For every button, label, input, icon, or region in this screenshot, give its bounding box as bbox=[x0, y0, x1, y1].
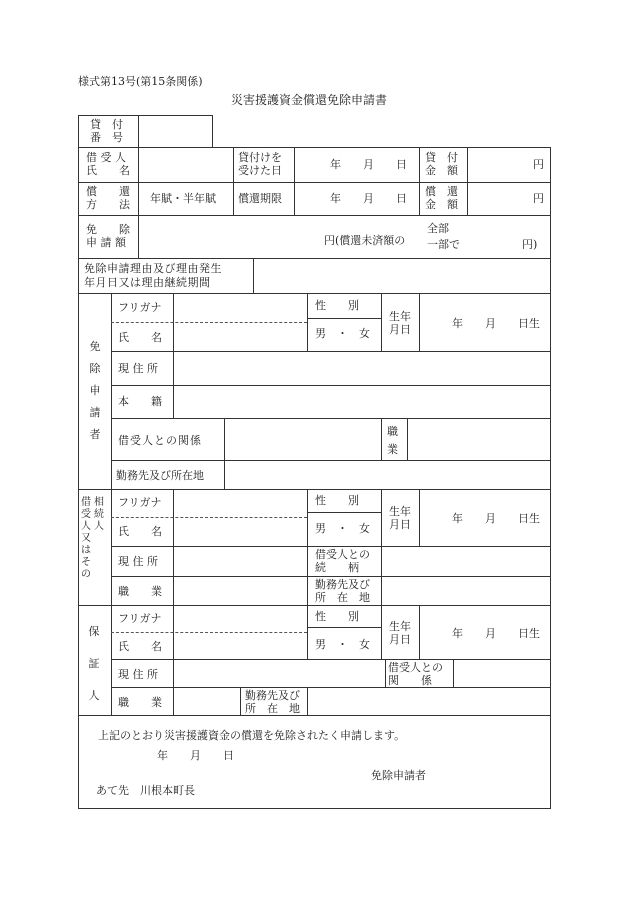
loan-date-label: 貸付けを bbox=[238, 151, 282, 164]
guarantor-address-label: 現 住 所 bbox=[118, 668, 158, 681]
repay-period-field[interactable]: 年 月 日 bbox=[330, 192, 407, 205]
exemption-amount-label-2: 申 請 額 bbox=[86, 236, 126, 249]
exemption-part-option[interactable]: 一部で bbox=[427, 238, 460, 251]
repay-method-label-2: 方 法 bbox=[86, 198, 130, 211]
heir-side-label: 借 受 人 又 は そ の bbox=[81, 497, 91, 580]
application-statement: 上記のとおり災害援護資金の償還を免除されたく申請します。 bbox=[98, 729, 406, 742]
applicant-birth-label: 生年 bbox=[389, 310, 411, 323]
loan-number-label-2: 番 号 bbox=[90, 131, 123, 144]
guarantor-relation-field[interactable] bbox=[454, 660, 549, 687]
exemption-reason-label: 免除申請理由及び理由発生 bbox=[84, 262, 222, 275]
guarantor-sex-label: 性 別 bbox=[315, 610, 359, 623]
heir-address-label: 現 住 所 bbox=[118, 555, 158, 568]
heir-relation-field[interactable] bbox=[382, 547, 549, 575]
repay-amount-label: 償 還 bbox=[425, 185, 458, 198]
loan-amount-label: 貸 付 bbox=[425, 151, 458, 164]
guarantor-address-field[interactable] bbox=[174, 660, 384, 687]
applicant-side-label: 免 除 申 請 者 bbox=[89, 340, 101, 441]
guarantor-sex-value[interactable]: 男 ・ 女 bbox=[315, 638, 370, 651]
repay-amount-yen: 円 bbox=[533, 192, 544, 205]
applicant-occupation-label-2: 業 bbox=[387, 443, 398, 456]
heir-name-field[interactable] bbox=[174, 490, 306, 545]
guarantor-occupation-label: 職 業 bbox=[118, 696, 162, 709]
form-number: 様式第13号(第15条関係) bbox=[78, 75, 203, 88]
applicant-relation-label: 借受人との関係 bbox=[118, 434, 202, 447]
applicant-name-field[interactable] bbox=[174, 294, 306, 351]
borrower-name-label: 借 受 人 bbox=[86, 151, 126, 164]
applicant-sex-value[interactable]: 男 ・ 女 bbox=[315, 327, 370, 340]
heir-occupation-field[interactable] bbox=[174, 577, 306, 605]
applicant-relation-field[interactable] bbox=[225, 419, 380, 459]
repay-method-value[interactable]: 年賦・半年賦 bbox=[150, 192, 216, 205]
applicant-birth-value[interactable]: 年 月 日生 bbox=[452, 317, 540, 330]
application-date-field[interactable]: 年 月 日 bbox=[157, 749, 234, 762]
loan-number-label: 貸 付 bbox=[90, 118, 123, 131]
loan-number-field[interactable] bbox=[139, 116, 211, 147]
guarantor-workplace-field[interactable] bbox=[308, 688, 549, 715]
exemption-amount-text: 円(償還未済額の bbox=[324, 234, 406, 247]
heir-name-label: 氏 名 bbox=[118, 525, 162, 538]
applicant-workplace-label: 勤務先及び所在地 bbox=[116, 469, 204, 482]
heir-workplace-field[interactable] bbox=[382, 577, 549, 605]
applicant-domicile-field[interactable] bbox=[174, 386, 549, 417]
loan-amount-label-2: 金 額 bbox=[425, 164, 458, 177]
exemption-amount-label: 免 除 bbox=[86, 223, 130, 236]
repay-period-label: 償還期限 bbox=[238, 192, 282, 205]
heir-side-label-2: 相 続 人 bbox=[94, 497, 104, 532]
guarantor-birth-label: 生年 bbox=[389, 620, 411, 633]
applicant-name-label: 氏 名 bbox=[118, 331, 162, 344]
applicant-birth-label-2: 月日 bbox=[389, 323, 411, 336]
guarantor-birth-value[interactable]: 年 月 日生 bbox=[452, 627, 540, 640]
applicant-address-label: 現 住 所 bbox=[118, 362, 158, 375]
heir-sex-label: 性 別 bbox=[315, 494, 359, 507]
heir-birth-label-2: 月日 bbox=[389, 518, 411, 531]
repay-method-label: 償 還 bbox=[86, 185, 130, 198]
exemption-all-option[interactable]: 全部 bbox=[427, 222, 449, 235]
heir-relation-label: 借受人との bbox=[315, 548, 370, 561]
heir-sex-value[interactable]: 男 ・ 女 bbox=[315, 522, 370, 535]
heir-workplace-label-2: 所 在 地 bbox=[315, 591, 370, 604]
heir-workplace-label: 勤務先及び bbox=[315, 578, 370, 591]
guarantor-relation-label-2: 関 係 bbox=[388, 674, 432, 687]
guarantor-side-label: 保 証 人 bbox=[88, 625, 100, 702]
guarantor-relation-label: 借受人との bbox=[388, 661, 443, 674]
borrower-name-label-2: 氏 名 bbox=[86, 164, 130, 177]
loan-amount-yen: 円 bbox=[533, 158, 544, 171]
applicant-address-field[interactable] bbox=[174, 352, 549, 384]
heir-relation-label-2: 続 柄 bbox=[315, 561, 359, 574]
applicant-workplace-field[interactable] bbox=[225, 461, 549, 489]
exemption-reason-label-2: 年月日又は理由継続期間 bbox=[84, 276, 211, 289]
guarantor-workplace-label-2: 所 在 地 bbox=[245, 702, 300, 715]
applicant-occupation-field[interactable] bbox=[408, 419, 549, 459]
loan-date-label-2: 受けた日 bbox=[238, 164, 282, 177]
guarantor-workplace-label: 勤務先及び bbox=[245, 689, 300, 702]
addressee: あて先 川根本町長 bbox=[96, 784, 195, 797]
applicant-signature-label: 免除申請者 bbox=[371, 769, 426, 782]
heir-address-field[interactable] bbox=[174, 547, 306, 575]
heir-occupation-label: 職 業 bbox=[118, 585, 162, 598]
heir-furigana-label: フリガナ bbox=[118, 496, 162, 509]
exemption-yen-close: 円) bbox=[522, 238, 538, 251]
applicant-furigana-label: フリガナ bbox=[118, 301, 162, 314]
guarantor-name-field[interactable] bbox=[174, 606, 306, 659]
loan-date-field[interactable]: 年 月 日 bbox=[330, 158, 407, 171]
heir-birth-value[interactable]: 年 月 日生 bbox=[452, 512, 540, 525]
applicant-occupation-label: 職 bbox=[387, 425, 398, 438]
guarantor-occupation-field[interactable] bbox=[174, 688, 239, 715]
applicant-sex-label: 性 別 bbox=[315, 299, 359, 312]
borrower-name-field[interactable] bbox=[139, 148, 232, 181]
guarantor-furigana-label: フリガナ bbox=[118, 612, 162, 625]
repay-amount-label-2: 金 額 bbox=[425, 198, 458, 211]
guarantor-birth-label-2: 月日 bbox=[389, 633, 411, 646]
page-title: 災害援護資金償還免除申請書 bbox=[231, 93, 388, 107]
applicant-domicile-label: 本 籍 bbox=[118, 395, 162, 408]
heir-birth-label: 生年 bbox=[389, 505, 411, 518]
guarantor-name-label: 氏 名 bbox=[118, 640, 162, 653]
exemption-reason-field[interactable] bbox=[254, 259, 549, 292]
